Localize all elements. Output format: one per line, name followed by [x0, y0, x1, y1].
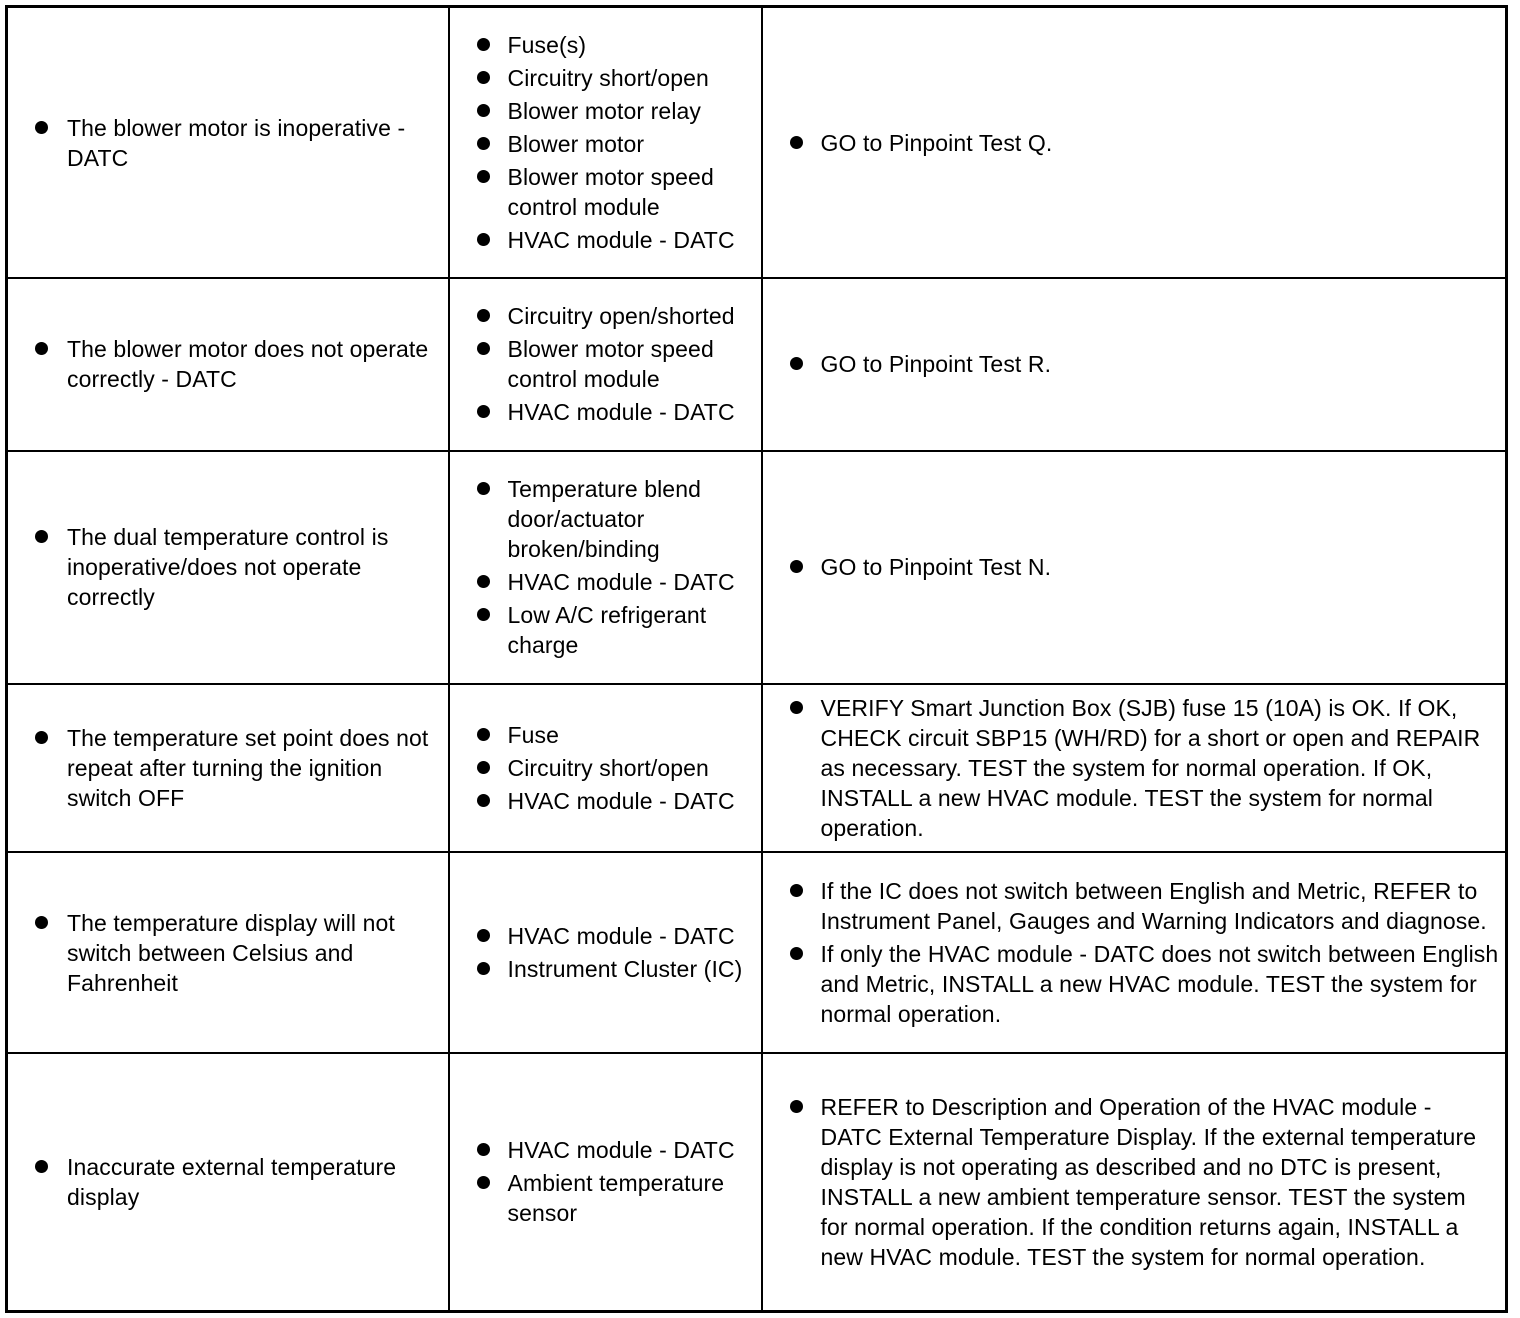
possible-sources-cell [449, 852, 762, 1052]
condition-text: Inaccurate external temperature display [8, 1152, 448, 1212]
action-cell [762, 7, 1507, 279]
condition-cell [7, 1053, 449, 1312]
source-item: Circuitry short/open [450, 63, 761, 93]
action-cell [762, 1053, 1507, 1312]
source-item: Blower motor relay [450, 96, 761, 126]
table-row [7, 852, 1507, 1052]
action-item: REFER to Description and Operation of the HVAC module - DATC External Temperature Display. If the external temperature display is not operating as described and no DTC is present, INSTALL a new ambient temperature sensor. TEST the system for normal operation. If the condition returns again, INSTALL a new HVAC module. TEST the system for normal operation. [763, 1092, 1506, 1272]
source-item: HVAC module - DATC [450, 1135, 761, 1165]
condition-text: The blower motor does not operate correctly - DATC [8, 334, 448, 394]
source-item: Blower motor speed control module [450, 162, 761, 222]
action-item: VERIFY Smart Junction Box (SJB) fuse 15 (10A) is OK. If OK, CHECK circuit SBP15 (WH/RD) for a short or open and REPAIR as necessary. TEST the system for normal operation. If OK, INSTALL a new HVAC module. TEST the system for normal operation. [763, 693, 1506, 843]
source-item: Temperature blend door/actuator broken/binding [450, 474, 761, 564]
action-item: If the IC does not switch between English and Metric, REFER to Instrument Panel, Gauges and Warning Indicators and diagnose. [763, 876, 1506, 936]
source-item: Blower motor speed control module [450, 334, 761, 394]
possible-sources-cell [449, 451, 762, 685]
condition-text: The temperature display will not switch between Celsius and Fahrenheit [8, 908, 448, 998]
condition-text: The blower motor is inoperative - DATC [8, 113, 448, 173]
action-item: GO to Pinpoint Test Q. [763, 128, 1506, 158]
table-row [7, 278, 1507, 450]
source-item: Ambient temperature sensor [450, 1168, 761, 1228]
condition-cell [7, 451, 449, 685]
action-cell [762, 451, 1507, 685]
source-item: Circuitry short/open [450, 753, 761, 783]
table-row [7, 684, 1507, 852]
action-item: GO to Pinpoint Test R. [763, 349, 1506, 379]
possible-sources-cell [449, 7, 762, 279]
possible-sources-cell [449, 1053, 762, 1312]
source-item: Instrument Cluster (IC) [450, 954, 761, 984]
action-item: If only the HVAC module - DATC does not switch between English and Metric, INSTALL a new HVAC module. TEST the system for normal operation. [763, 939, 1506, 1029]
condition-text: The dual temperature control is inoperative/does not operate correctly [8, 522, 448, 612]
source-item: HVAC module - DATC [450, 921, 761, 951]
condition-cell [7, 852, 449, 1052]
source-item: HVAC module - DATC [450, 225, 761, 255]
condition-cell [7, 278, 449, 450]
possible-sources-cell [449, 684, 762, 852]
condition-cell [7, 684, 449, 852]
condition-cell [7, 7, 449, 279]
source-item: HVAC module - DATC [450, 397, 761, 427]
source-item: HVAC module - DATC [450, 567, 761, 597]
table-row [7, 451, 1507, 685]
possible-sources-cell [449, 278, 762, 450]
table-row [7, 1053, 1507, 1312]
source-item: Fuse(s) [450, 30, 761, 60]
table-row [7, 7, 1507, 279]
condition-text: The temperature set point does not repeat after turning the ignition switch OFF [8, 723, 448, 813]
source-item: Circuitry open/shorted [450, 301, 761, 331]
action-cell [762, 684, 1507, 852]
source-item: Low A/C refrigerant charge [450, 600, 761, 660]
symptom-chart-table [5, 5, 1508, 1313]
action-item: GO to Pinpoint Test N. [763, 552, 1506, 582]
action-cell [762, 278, 1507, 450]
source-item: Fuse [450, 720, 761, 750]
source-item: HVAC module - DATC [450, 786, 761, 816]
source-item: Blower motor [450, 129, 761, 159]
action-cell [762, 852, 1507, 1052]
